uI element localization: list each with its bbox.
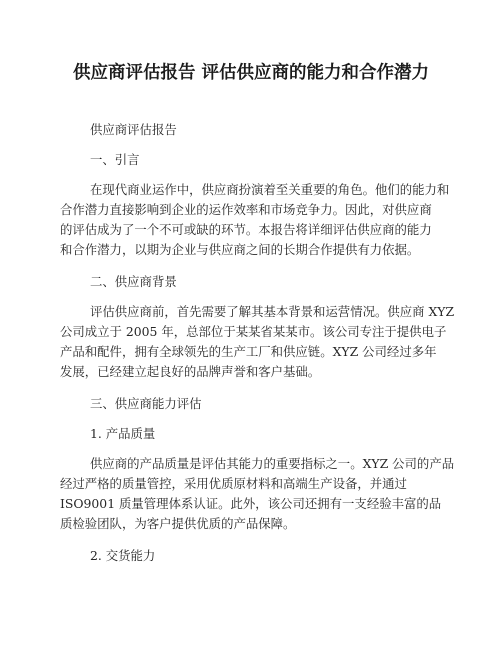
paragraph-line: 供应商的产品质量是评估其能力的重要指标之一。XYZ 公司的产品 <box>90 456 455 471</box>
section-heading-intro: 一、引言 <box>90 152 140 167</box>
paragraph-line: 合作潜力直接影响到企业的运作效率和市场竞争力。因此，对供应商 <box>60 202 432 217</box>
paragraph-line: 公司成立于 2005 年，总部位于某某省某某市。该公司专注于提供电子 <box>60 324 447 339</box>
subsection-heading-quality: 1. 产品质量 <box>90 426 156 441</box>
section-heading-background: 二、供应商背景 <box>90 274 177 289</box>
paragraph-line: 的评估成为了一个不可或缺的环节。本报告将详细评估供应商的能力 <box>60 222 432 237</box>
paragraph-line: 评估供应商前，首先需要了解其基本背景和运营情况。供应商 XYZ <box>90 304 455 319</box>
paragraph-line: 和合作潜力，以期为企业与供应商之间的长期合作提供有力依据。 <box>60 242 420 257</box>
paragraph-line: 发展，已经建立起良好的品牌声誉和客户基础。 <box>60 364 321 379</box>
subsection-heading-delivery: 2. 交货能力 <box>90 548 156 563</box>
paragraph-line: ISO9001 质量管理体系认证。此外，该公司还拥有一支经验丰富的品 <box>60 496 442 511</box>
paragraph-line: 质检验团队，为客户提供优质的产品保障。 <box>60 516 296 531</box>
section-heading-capability: 三、供应商能力评估 <box>90 396 202 411</box>
report-label: 供应商评估报告 <box>90 122 177 137</box>
paragraph-line: 在现代商业运作中，供应商扮演着至关重要的角色。他们的能力和 <box>90 182 450 197</box>
paragraph-line: 产品和配件，拥有全球领先的生产工厂和供应链。XYZ 公司经过多年 <box>60 344 437 359</box>
paragraph-line: 经过严格的质量管控，采用优质原材料和高端生产设备，并通过 <box>60 476 407 491</box>
document-title: 供应商评估报告 评估供应商的能力和合作潜力 <box>72 63 430 83</box>
